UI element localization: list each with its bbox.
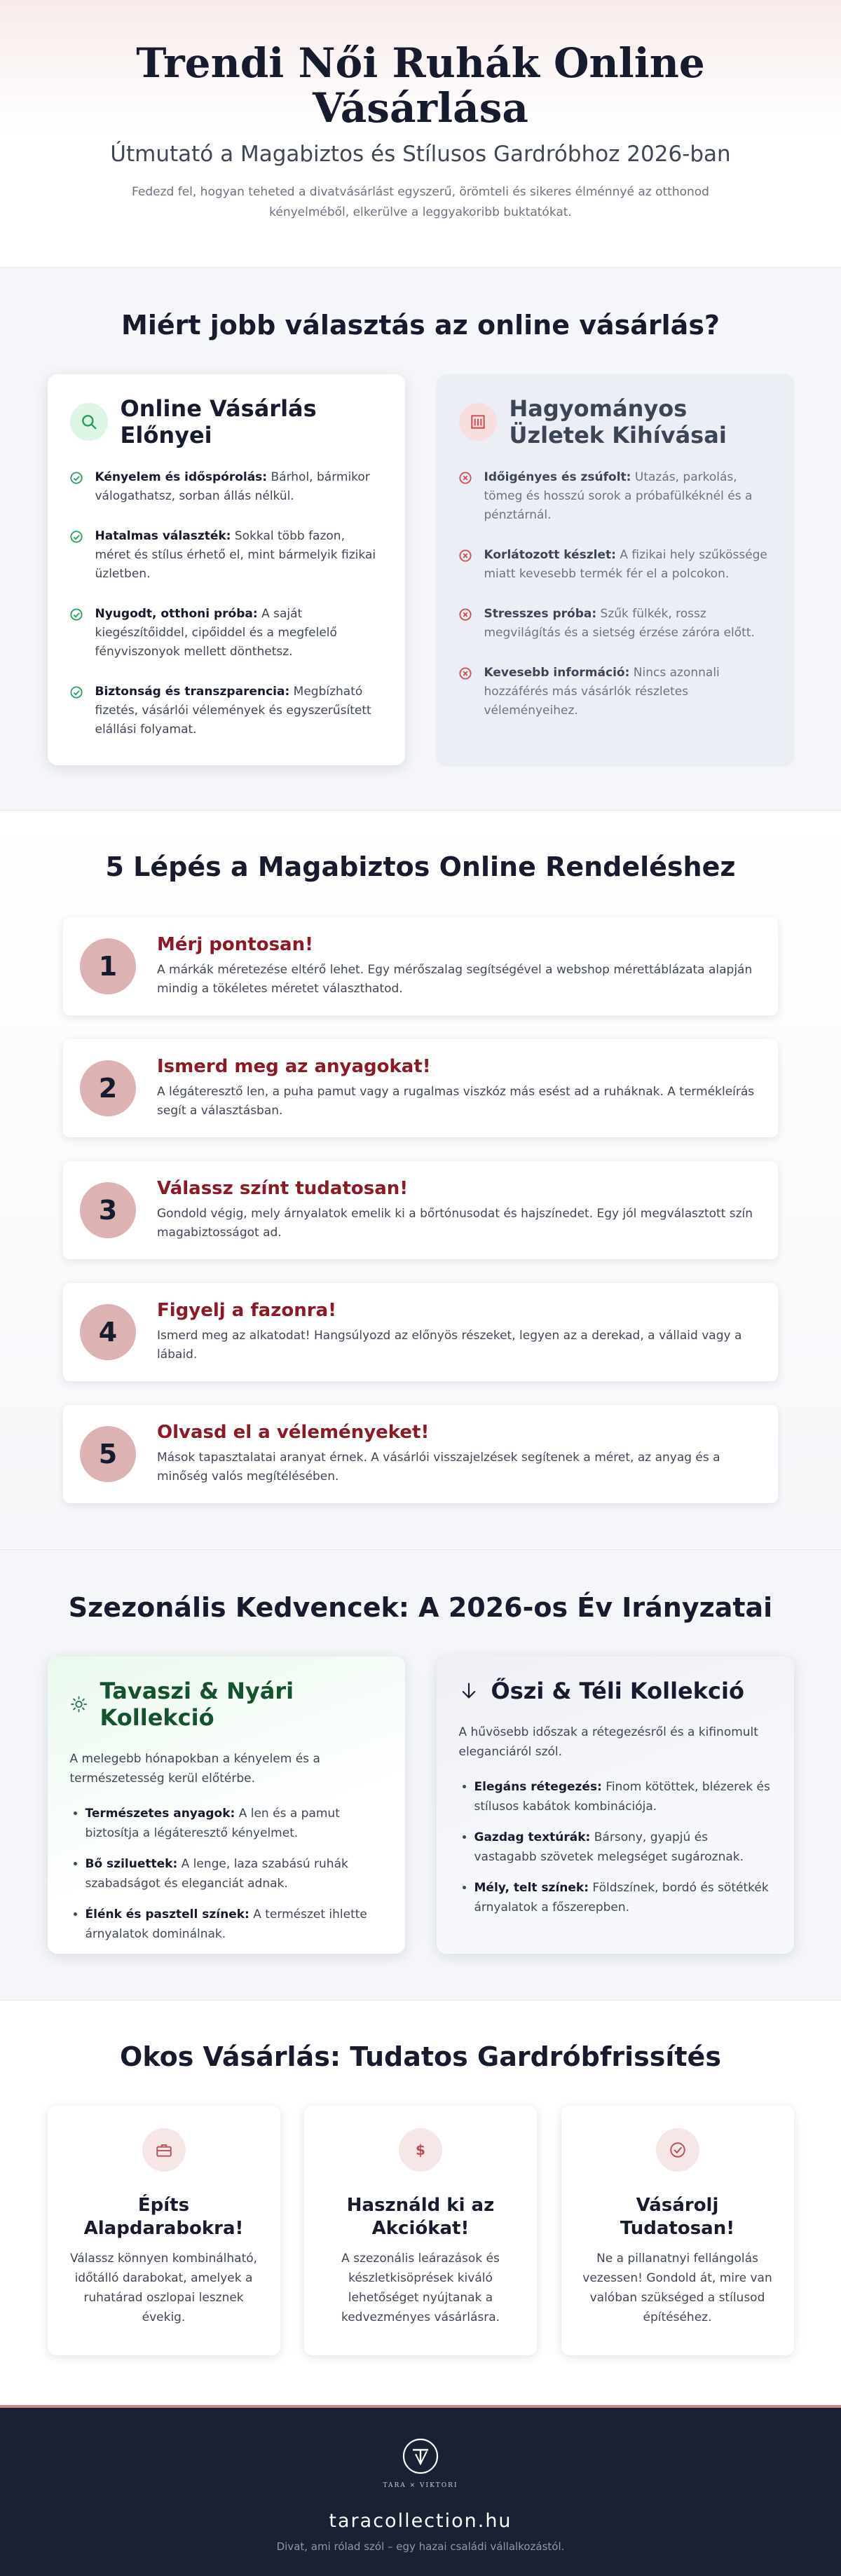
- search-icon: [70, 403, 108, 441]
- season-cards: [48, 1657, 794, 1954]
- step-text: Mások tapasztalatai aranyat érnek. A vásárlói visszajelzések segítenek a méret, az anyag és a minőség valós megítélésében.: [157, 1451, 720, 1484]
- brand-logo: [402, 2437, 439, 2475]
- smart-card-text: Válassz könnyen kombinálható, időtálló darabokat, amelyek a ruhatárad oszlopai lesznek évekig.: [69, 2252, 258, 2324]
- item-label: Időigényes és zsúfolt:: [484, 470, 631, 484]
- briefcase-icon: [142, 2128, 186, 2172]
- item-text: Finom kötöttek, blézerek és stílusos kabátok kombinációja.: [474, 1780, 770, 1814]
- footer-domain-link[interactable]: taracollection.hu: [329, 2510, 512, 2532]
- item-label: Nyugodt, otthoni próba:: [95, 607, 258, 621]
- store-challenges-card: [437, 374, 794, 765]
- item-label: Bő sziluettek:: [85, 1857, 178, 1871]
- dollar-icon: $: [399, 2128, 442, 2172]
- smart-card-title: Használd ki az Akciókat!: [346, 2195, 495, 2239]
- page-subtitle: Útmutató a Magabiztos és Stílusos Gardróbhoz 2026-ban: [110, 142, 731, 167]
- list-item: [70, 683, 383, 739]
- item-label: Stresszes próba:: [484, 607, 597, 621]
- list-item: [474, 1777, 772, 1816]
- online-card-header: [70, 395, 383, 448]
- check-circle-icon: [70, 472, 83, 484]
- check-circle-icon: [656, 2128, 699, 2172]
- step-text: A légáteresztő len, a puha pamut vagy a rugalmas viszkóz más esést ad a ruháknak. A termékleírás segít a választásban.: [157, 1085, 755, 1118]
- store-card-header: [459, 395, 772, 448]
- list-item: [474, 1828, 772, 1867]
- step-number: 5: [80, 1426, 136, 1482]
- item-label: Biztonság és transzparencia:: [95, 685, 290, 699]
- hero-section: [0, 0, 841, 268]
- spring-intro: A melegebb hónapokban a kényelem és a természetesség kerül előtérbe.: [69, 1752, 320, 1786]
- why-cards: [48, 374, 794, 765]
- list-item: [86, 1804, 383, 1843]
- store-challenges-list: [459, 468, 772, 720]
- autumn-intro: A hűvösebb időszak a rétegezésről és a kifinomult eleganciáról szól.: [458, 1725, 758, 1759]
- smart-card-title: Vásárolj Tudatosan!: [620, 2195, 735, 2239]
- step-card: [63, 1405, 778, 1503]
- check-circle-icon: [70, 686, 83, 699]
- step-text: A márkák méretezése eltérő lehet. Egy mérőszalag segítségével a webshop mérettáblázata alapján mindig a tökéletes méretet választhatod.: [157, 963, 753, 996]
- building-icon: [459, 403, 497, 441]
- item-text: A len és a pamut biztosítja a légáteresztő kényelmet.: [85, 1807, 340, 1840]
- item-text: A lenge, laza szabású ruhák szabadságot és eleganciát adnak.: [85, 1857, 348, 1891]
- item-label: Kényelem és időspórolás:: [95, 470, 268, 484]
- list-item: [474, 1878, 772, 1917]
- item-label: Kevesebb információ:: [484, 666, 630, 680]
- item-text: Földszínek, bordó és sötétkék árnyalatok a főszerepben.: [474, 1881, 769, 1914]
- step-number: 2: [80, 1060, 136, 1116]
- item-text: Bársony, gyapjú és vastagabb szövetek melegséget sugároznak.: [474, 1830, 744, 1864]
- footer: [0, 2405, 841, 2576]
- list-item: [70, 527, 383, 584]
- item-label: Korlátozott készlet:: [484, 548, 616, 562]
- list-item: [70, 605, 383, 662]
- item-text: Sokkal több fazon, méret és stílus érhető el, mint bármelyik fizikai üzletben.: [95, 529, 376, 581]
- list-item: [459, 546, 772, 584]
- list-item: [459, 664, 772, 720]
- check-circle-icon: [70, 530, 83, 543]
- steps-list: [63, 917, 778, 1503]
- list-item: [459, 468, 772, 525]
- spring-card-header: [70, 1678, 383, 1731]
- autumn-card-title: Őszi & Téli Kollekció: [491, 1678, 744, 1704]
- arrow-down-icon: [459, 1681, 479, 1701]
- list-item: [459, 605, 772, 643]
- online-advantages-list: [70, 468, 383, 739]
- step-title: Ismerd meg az anyagokat!: [157, 1056, 431, 1077]
- step-card: [63, 917, 778, 1015]
- brand-logo-text: TARA × VIKTORI: [383, 2482, 458, 2489]
- list-item: [86, 1854, 383, 1893]
- season-section: [0, 1550, 841, 2001]
- sun-icon: [70, 1694, 88, 1714]
- step-card: [63, 1039, 778, 1137]
- item-label: Elegáns rétegezés:: [474, 1780, 602, 1794]
- step-number: 4: [80, 1304, 136, 1360]
- online-advantages-card: [48, 374, 405, 765]
- smart-card: [304, 2106, 537, 2355]
- footer-tagline: Divat, ami rólad szól – egy hazai családi vállalkozástól.: [276, 2540, 565, 2553]
- list-item: [70, 468, 383, 506]
- why-section: [0, 268, 841, 811]
- spring-card-title: Tavaszi & Nyári Kollekció: [100, 1678, 294, 1731]
- item-text: A természet ihlette árnyalatok dominálnak.: [85, 1907, 367, 1941]
- item-text: Bárhol, bármikor válogathatsz, sorban állás nélkül.: [95, 470, 370, 503]
- online-card-title: Online Vásárlás Előnyei: [120, 395, 317, 448]
- store-card-title: Hagyományos Üzletek Kihívásai: [509, 395, 727, 448]
- item-label: Hatalmas választék:: [95, 529, 231, 543]
- item-text: Szűk fülkék, rossz megvilágítás és a sietség érzése záróra előtt.: [484, 607, 755, 640]
- step-title: Olvasd el a véleményeket!: [157, 1422, 430, 1443]
- x-circle-icon: [459, 472, 472, 484]
- smart-card: [48, 2106, 280, 2355]
- smart-shopping-section: [0, 2001, 841, 2405]
- steps-section-title: 5 Lépés a Magabiztos Online Rendeléshez: [105, 851, 736, 882]
- autumn-card-header: [459, 1678, 772, 1704]
- step-number: 3: [80, 1182, 136, 1238]
- item-label: Mély, telt színek:: [474, 1881, 589, 1895]
- x-circle-icon: [459, 608, 472, 621]
- smart-card: [561, 2106, 794, 2355]
- step-number: 1: [80, 938, 136, 994]
- smart-card-text: Ne a pillanatnyi fellángolás vezessen! Gondold át, mire van valóban szükséged a stílusod építéséhez.: [582, 2252, 772, 2324]
- smart-section-title: Okos Vásárlás: Tudatos Gardróbfrissítés: [120, 2041, 721, 2072]
- why-section-title: Miért jobb választás az online vásárlás?: [121, 310, 720, 341]
- item-label: Élénk és pasztell színek:: [85, 1907, 249, 1921]
- item-text: Utazás, parkolás, tömeg és hosszú sorok a próbafülkéknél és a pénztárnál.: [484, 470, 753, 522]
- autumn-winter-card: [437, 1657, 794, 1954]
- step-title: Válassz színt tudatosan!: [157, 1178, 409, 1199]
- page-title: Trendi Női Ruhák Online Vásárlása: [136, 39, 705, 132]
- step-card: [63, 1161, 778, 1259]
- smart-card-text: A szezonális leárazások és készletkisöprések kiváló lehetőséget nyújtanak a kedvezményes vásárlásra.: [341, 2252, 500, 2324]
- step-title: Figyelj a fazonra!: [157, 1300, 336, 1321]
- season-section-title: Szezonális Kedvencek: A 2026-os Év Irányzatai: [68, 1592, 773, 1623]
- spring-trend-list: [70, 1804, 383, 1944]
- item-label: Gazdag textúrák:: [474, 1830, 591, 1844]
- item-text: Nincs azonnali hozzáférés más vásárlók részletes véleményeihez.: [484, 666, 720, 718]
- list-item: [86, 1905, 383, 1944]
- spring-summer-card: [48, 1657, 405, 1954]
- x-circle-icon: [459, 549, 472, 562]
- smart-cards: [48, 2106, 794, 2355]
- item-text: A fizikai hely szűkössége miatt kevesebb termék fér el a polcokon.: [484, 548, 767, 581]
- x-circle-icon: [459, 667, 472, 680]
- step-card: [63, 1283, 778, 1381]
- step-title: Mérj pontosan!: [157, 934, 313, 955]
- steps-section: [0, 811, 841, 1550]
- autumn-trend-list: [459, 1777, 772, 1917]
- step-text: Ismerd meg az alkatodat! Hangsúlyozd az előnyös részeket, legyen az a derekad, a vállaid vagy a lábaid.: [157, 1329, 742, 1362]
- item-text: A saját kiegészítőiddel, cipőiddel és a megfelelő fényviszonyok mellett dönthetsz.: [95, 607, 337, 659]
- item-label: Természetes anyagok:: [85, 1807, 235, 1821]
- item-text: Megbízható fizetés, vásárlói vélemények és egyszerűsített elállási folyamat.: [95, 685, 371, 737]
- step-text: Gondold végig, mely árnyalatok emelik ki a bőrtónusodat és hajszínedet. Egy jól megválasztott szín magabiztosságot ad.: [157, 1207, 753, 1240]
- check-circle-icon: [70, 608, 83, 621]
- smart-card-title: Építs Alapdarabokra!: [83, 2195, 244, 2239]
- hero-intro: Fedezd fel, hogyan teheted a divatvásárlást egyszerű, örömteli és sikeres élménnyé az otthonod kényelméből, elkerülve a leggyakoribb buktatókat.: [132, 185, 709, 219]
